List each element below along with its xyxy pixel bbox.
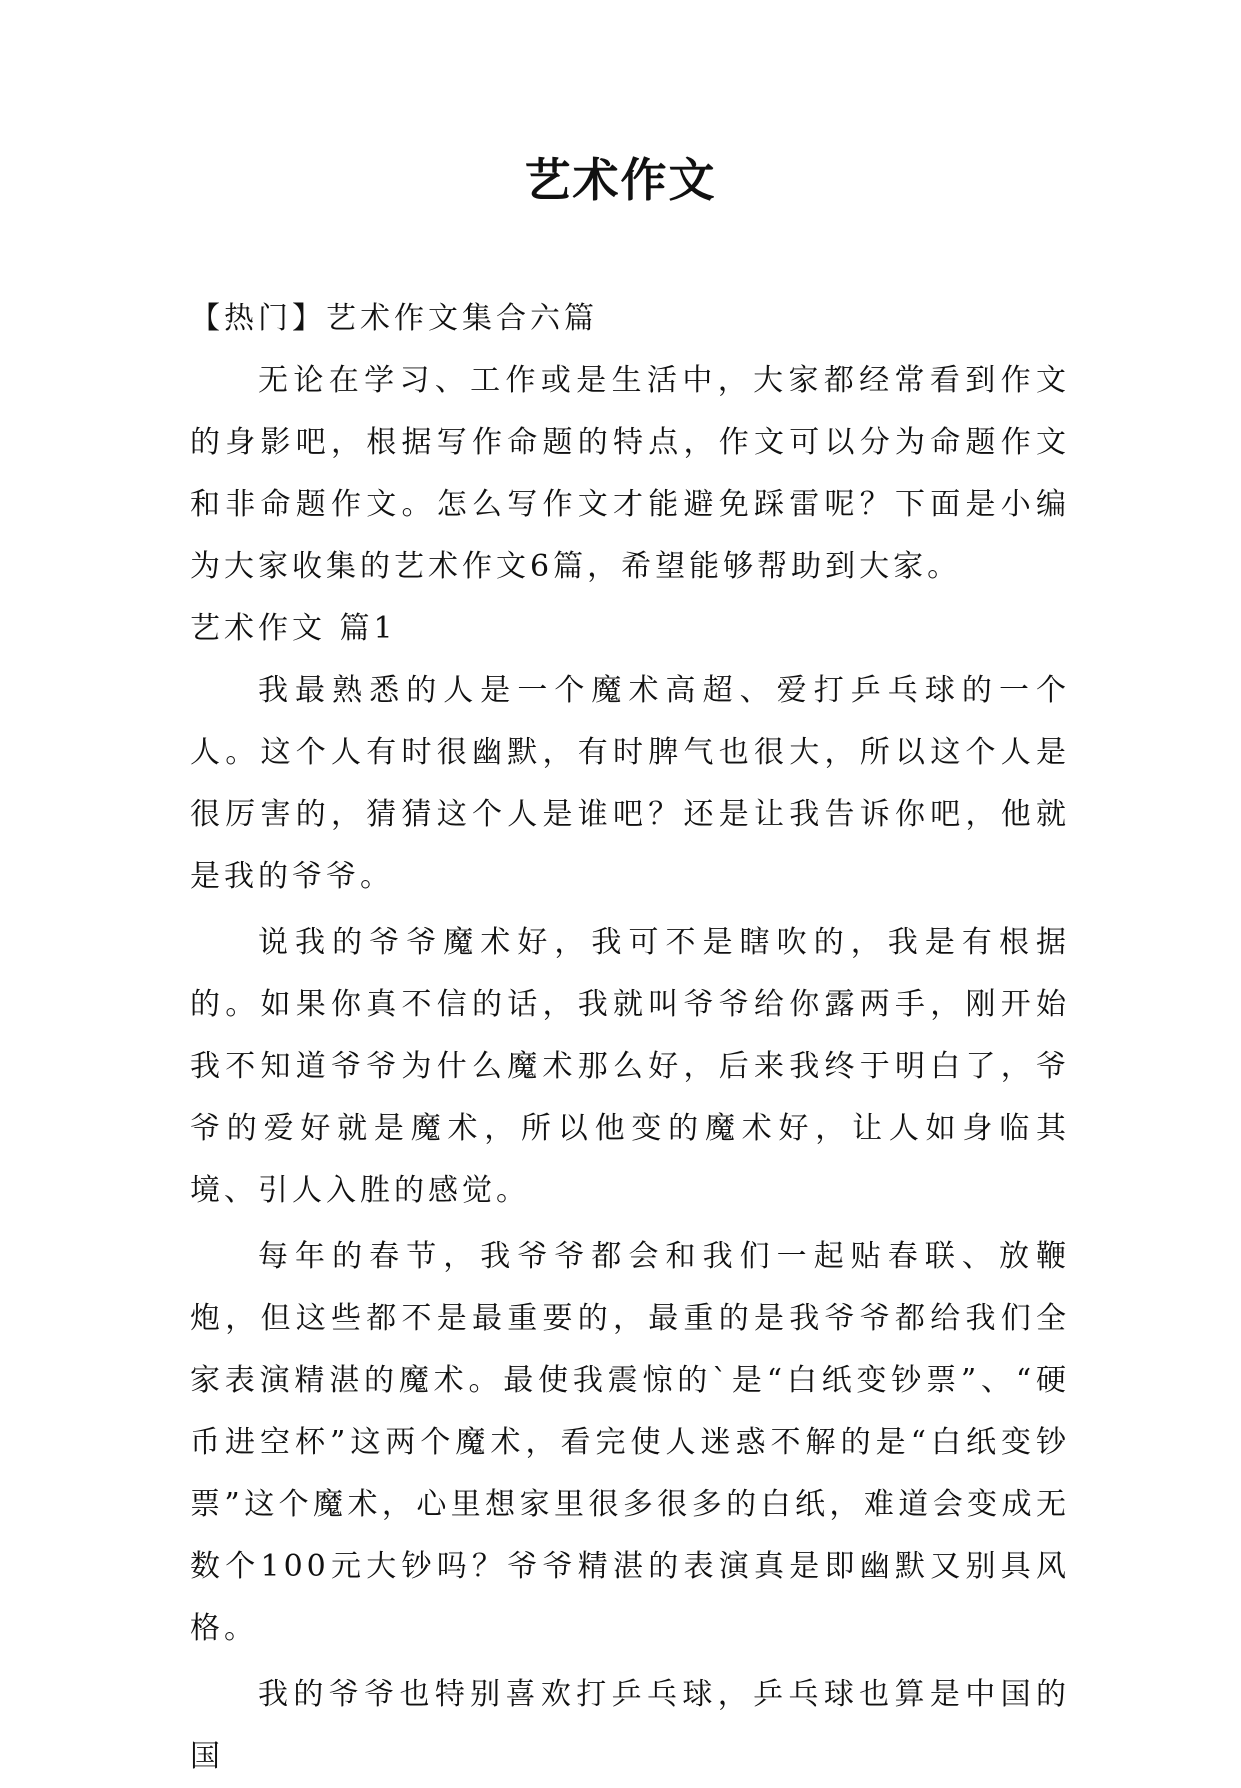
page-title: 艺术作文 [524,153,717,207]
body-paragraph: 每年的春节，我爷爷都会和我们一起贴春联、放鞭炮，但这些都不是最重要的，最重的是我爷爷都给我们全家表演精湛的魔术。最使我震惊的`是“白纸变钞票”、“硬币进空杯”这两个魔术，看完使人迷惑不解的是“白纸变钞票”这个魔术，心里想家里很多很多的白纸，难道会变成无数个100元大钞吗？爷爷精湛的表演真是即幽默又别具风格。 [190,1239,1070,1646]
body-paragraph: 我最熟悉的人是一个魔术高超、爱打乒乓球的一个人。这个人有时很幽默，有时脾气也很大，所以这个人是很厉害的，猜猜这个人是谁吧？还是让我告诉你吧，他就是我的爷爷。 [190,673,1070,894]
document-subtitle: 【热门】艺术作文集合六篇 [190,301,598,336]
body-paragraph: 说我的爷爷魔术好，我可不是瞎吹的，我是有根据的。如果你真不信的话，我就叫爷爷给你露两手，刚开始我不知道爷爷为什么魔术那么好，后来我终于明白了，爷爷的爱好就是魔术，所以他变的魔术好，让人如身临其境、引人入胜的感觉。 [190,925,1070,1208]
intro-paragraph: 无论在学习、工作或是生活中，大家都经常看到作文的身影吧，根据写作命题的特点，作文可以分为命题作文和非命题作文。怎么写作文才能避免踩雷呢？下面是小编为大家收集的艺术作文6篇，希望能够帮助到大家。 [190,363,1070,584]
section-heading: 艺术作文 篇1 [190,611,397,646]
document-body [190,288,1070,1788]
body-paragraph: 我的爷爷也特别喜欢打乒乓球，乒乓球也算是中国的国 [190,1677,1070,1774]
